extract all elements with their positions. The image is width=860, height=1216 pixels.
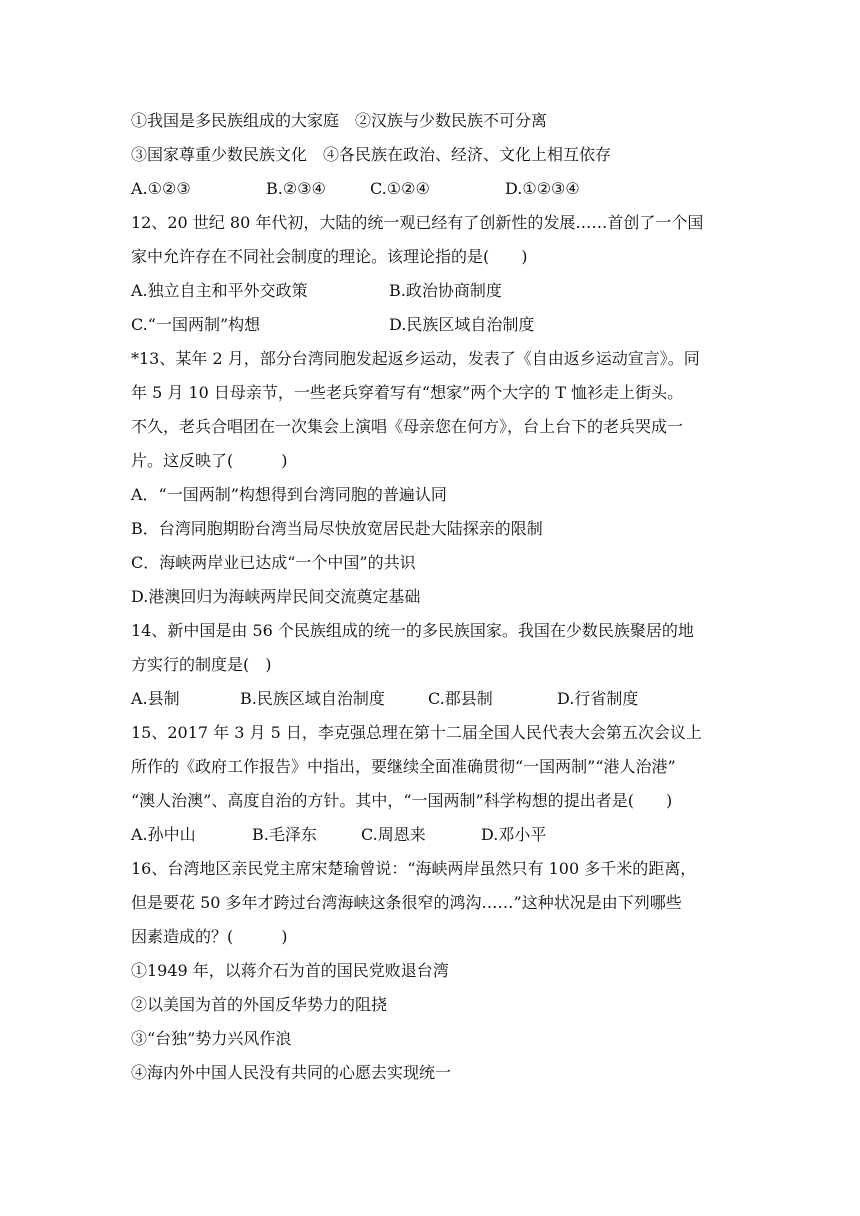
q15-stem-line-2: 所作的《政府工作报告》中指出，要继续全面准确贯彻“一国两制”“港人治港” <box>131 757 676 776</box>
q12-option-a: A.独立自主和平外交政策 <box>131 281 308 300</box>
q16-statement-1: ①1949 年，以蒋介石为首的国民党败退台湾 <box>131 961 449 980</box>
q15-stem-line-1: 15、2017 年 3 月 5 日，李克强总理在第十二届全国人民代表大会第五次会议上 <box>131 723 702 742</box>
q16-stem-line-2: 但是要花 50 多年才跨过台湾海峡这条很窄的鸿沟……”这种状况是由下列哪些 <box>131 893 682 912</box>
q13-option-a: A．“一国两制”构想得到台湾同胞的普遍认同 <box>131 485 447 504</box>
q14-stem-line-2: 方实行的制度是( ) <box>131 655 272 674</box>
q11-option-a: A.①②③ <box>131 179 191 198</box>
q13-option-d: D.港澳回归为海峡两岸民间交流奠定基础 <box>131 587 421 606</box>
q12-stem-line-2: 家中允许存在不同社会制度的理论。该理论指的是( ) <box>131 247 528 266</box>
q14-option-c: C.郡县制 <box>428 689 493 708</box>
q13-stem-line-3: 不久，老兵合唱团在一次集会上演唱《母亲您在何方》，台上台下的老兵哭成一 <box>131 417 684 436</box>
q12-stem-line-1: 12、20 世纪 80 年代初，大陆的统一观已经有了创新性的发展……首创了一个国 <box>131 213 704 232</box>
q14-option-a: A.县制 <box>131 689 180 708</box>
q14-option-d: D.行省制度 <box>557 689 639 708</box>
q11-option-d: D.①②③④ <box>505 179 580 198</box>
q13-option-c: C．海峡两岸业已达成“一个中国”的共识 <box>131 553 416 572</box>
q16-statement-4: ④海内外中国人民没有共同的心愿去实现统一 <box>131 1063 452 1082</box>
q16-stem-line-1: 16、台湾地区亲民党主席宋楚瑜曾说：“海峡两岸虽然只有 100 多千米的距离， <box>131 859 697 878</box>
q13-stem-line-2: 年 5 月 10 日母亲节，一些老兵穿着写有“想家”两个大字的 T 恤衫走上街头。 <box>131 383 684 402</box>
q15-option-c: C.周恩来 <box>361 825 426 844</box>
q15-stem-line-3: “澳人治澳”、高度自治的方针。其中，“一国两制”科学构想的提出者是( ) <box>131 791 673 810</box>
q16-statement-2: ②以美国为首的外国反华势力的阻挠 <box>131 995 388 1014</box>
q13-stem-line-4: 片。这反映了( ) <box>131 451 288 470</box>
q15-option-a: A.孙中山 <box>131 825 196 844</box>
q16-statement-3: ③“台独”势力兴风作浪 <box>131 1029 292 1048</box>
q14-option-b: B.民族区域自治制度 <box>240 689 385 708</box>
q11-statements-1-2: ①我国是多民族组成的大家庭 ②汉族与少数民族不可分离 <box>131 111 548 130</box>
q12-option-c: C.“一国两制”构想 <box>131 315 261 334</box>
q14-stem-line-1: 14、新中国是由 56 个民族组成的统一的多民族国家。我国在少数民族聚居的地 <box>131 621 694 640</box>
q13-stem-line-1: *13、某年 2 月，部分台湾同胞发起返乡运动，发表了《自由返乡运动宣言》。同 <box>131 349 700 368</box>
q12-option-d: D.民族区域自治制度 <box>389 315 535 334</box>
q11-option-b: B.②③④ <box>266 179 326 198</box>
q12-option-b: B.政治协商制度 <box>389 281 502 300</box>
q13-option-b: B．台湾同胞期盼台湾当局尽快放宽居民赴大陆探亲的限制 <box>131 519 543 538</box>
q11-option-c: C.①②④ <box>370 179 430 198</box>
q11-statements-3-4: ③国家尊重少数民族文化 ④各民族在政治、经济、文化上相互依存 <box>131 145 612 164</box>
q15-option-b: B.毛泽东 <box>252 825 317 844</box>
q15-option-d: D.邓小平 <box>481 825 547 844</box>
q16-stem-line-3: 因素造成的？( ) <box>131 927 288 946</box>
